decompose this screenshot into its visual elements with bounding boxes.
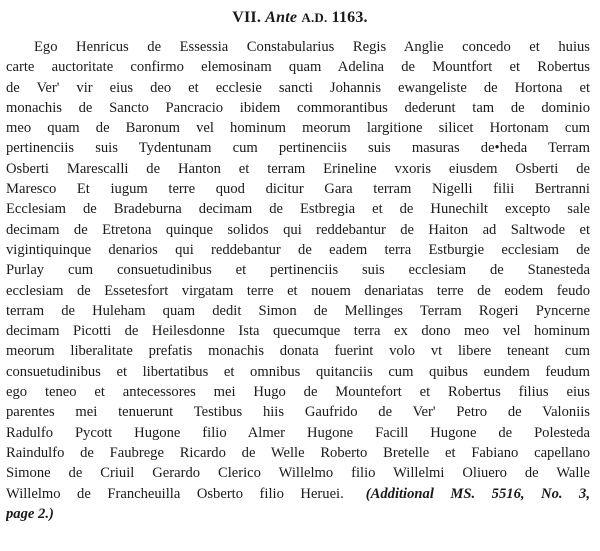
text-line: Purlay cum consuetudinibus et pertinenciis suis ecclesiam de Stanesteda <box>6 262 590 279</box>
text-line: parentes mei tenuerunt Testibus hiis Gaufrido de Ver' Petro de Valoniis <box>6 404 590 421</box>
text-line: ecclesiam de Essetesfort virgatam terre et nouem denariatas terre de eodem feudo <box>6 282 590 299</box>
text-line: Radulfo Pycott Hugone filio Almer Hugone Facill Hugone de Polesteda <box>6 424 590 441</box>
text-line: meorum liberalitate prefatis monachis donata fuerint volo vt libere teneant cum <box>6 343 590 360</box>
text-line: de Ver' vir eius deo et ecclesie sancti Johannis ewangeliste de Hortona et <box>6 79 590 96</box>
text-line: Osberti Marescalli de Hanton et terram Erineline vxoris eiusdem Osberti de <box>6 160 590 177</box>
charter-year: 1163. <box>331 9 368 26</box>
text-line: decimam de Etretona quinque solidos qui reddebantur de Haiton ad Saltwode et <box>6 221 590 238</box>
text-line: Ego Henricus de Essessia Constabularius Regis Anglie concedo et huius <box>34 39 590 55</box>
text-line: Maresco Et iugum terre quod dicitur Gara terram Nigelli filii Bertranni <box>6 181 590 198</box>
text-line: pertinenciis suis Tydentunam cum pertinenciis suis masuras de•heda Terram <box>6 140 590 157</box>
text-line: carte auctoritate confirmo elemosinam quam Adelina de Mountfort et Robertus <box>6 59 590 76</box>
text-line-final: Willelmo de Francheuilla Osberto filio Heruei. <box>6 485 344 502</box>
text-line: vigintiquinque denarios qui reddebantur de eadem terra Estburgie ecclesiam de <box>6 241 590 258</box>
charter-era: A.D. <box>301 10 328 25</box>
text-line: Simone de Criuil Gerardo Clerico Willelmo filio Willelmi Oliuero de Walle <box>6 465 590 482</box>
citation-continuation <box>6 504 590 524</box>
manuscript-citation: (Additional MS. 5516, No. 3, <box>365 485 590 502</box>
charter-heading <box>0 8 600 28</box>
text-line: meo quam de Baronum vel hominum meorum largitione silicet Hortonam cum <box>6 120 590 137</box>
charter-text <box>6 37 590 524</box>
text-line: consuetudinibus et libertatibus et omnibus quitanciis cum quibus eundem feudum <box>6 363 590 380</box>
text-line: decimam Picotti de Heilesdonne Ista quecumque terra ex dono meo vel hominum <box>6 323 590 340</box>
charter-number: VII. <box>232 9 262 26</box>
text-line-with-citation <box>6 484 590 504</box>
text-line: Ecclesiam de Bradeburna decimam de Estbregia et de Hunechilt excepto sale <box>6 201 590 218</box>
text-line: monachis de Sancto Pancracio ibidem commorantibus dederunt tam de dominio <box>6 99 590 116</box>
text-line: Raindulfo de Faubrege Ricardo de Welle Roberto Bretelle et Fabiano capellano <box>6 444 590 461</box>
charter-ante: Ante <box>265 9 298 26</box>
manuscript-citation-page: page 2.) <box>6 505 54 522</box>
text-line: ego teneo et antecessores mei Hugo de Mountefort et Robertus filius eius <box>6 384 590 401</box>
text-line: terram de Huleham quam dedit Simon de Mellinges Terram Rogeri Pyncerne <box>6 302 590 319</box>
